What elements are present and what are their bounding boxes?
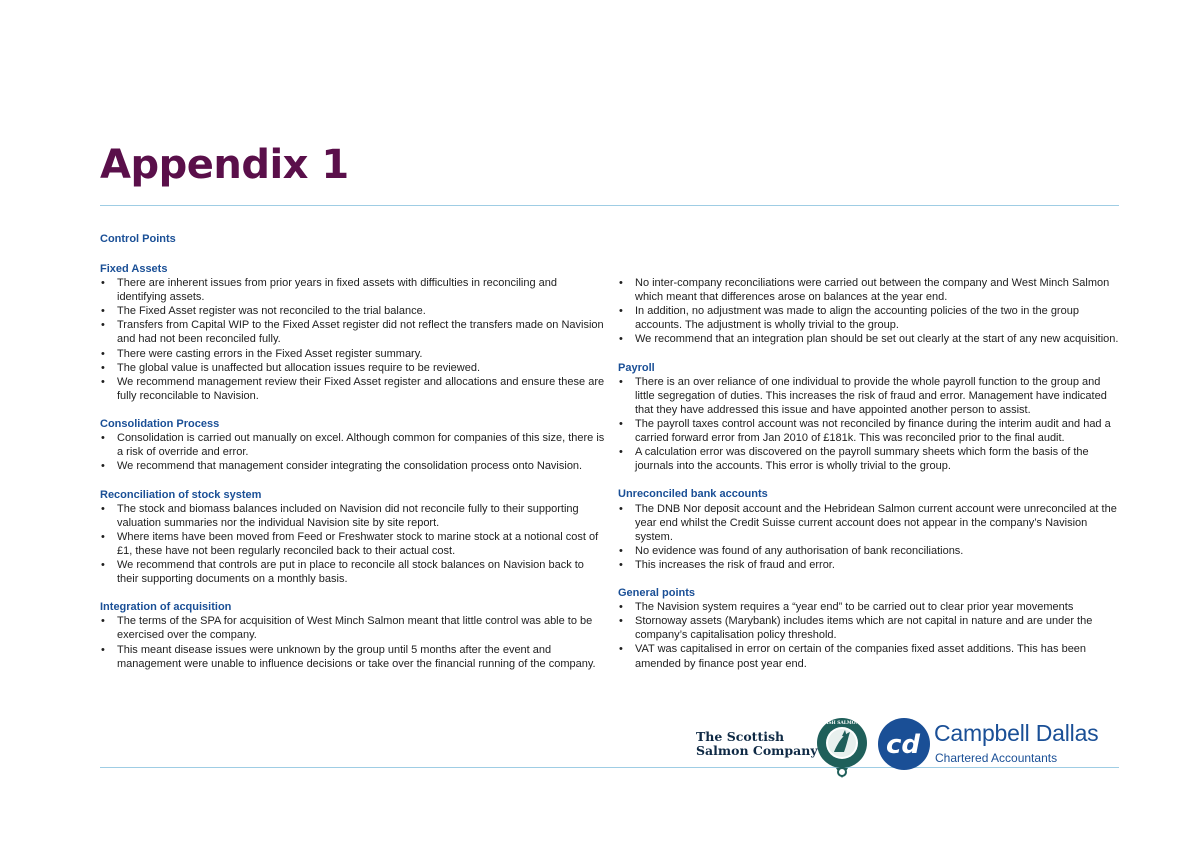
- list-item: • No evidence was found of any authorisation of bank reconciliations.: [618, 544, 1121, 558]
- section: [618, 276, 1121, 346]
- campbell-dallas-monogram-icon: [878, 718, 930, 770]
- section-heading: Payroll: [618, 361, 655, 374]
- list-item: • Stornoway assets (Marybank) includes items which are not capital in nature and are under the company’s capitalisation policy threshold.: [618, 614, 1121, 642]
- scottish-salmon-logo-text: [696, 730, 818, 758]
- list-item: • A calculation error was discovered on the payroll summary sheets which form the basis of the journals into the accounts. This error is wholly trivial to the group.: [618, 445, 1121, 473]
- list-item: • We recommend that an integration plan should be set out clearly at the start of any new acquisition.: [618, 332, 1121, 346]
- ssc-badge-text: THE SCOTTISH SALMON COMPANY: [797, 721, 887, 726]
- list-item: • There is an over reliance of one individual to provide the whole payroll function to the group and little segregation of duties. This increases the risk of fraud and error. Management have indicated that they have addressed this issue and have appointed another person to assist.: [618, 375, 1121, 417]
- section-heading: Consolidation Process: [100, 418, 220, 431]
- section-heading: Fixed Assets: [100, 263, 168, 275]
- salmon-company-badge-icon: [797, 716, 887, 780]
- section: [100, 262, 605, 403]
- bullet-list: [100, 431, 605, 473]
- section: [100, 600, 605, 670]
- ssc-line-2: Salmon Company: [696, 743, 818, 758]
- list-item: • Where items have been moved from Feed or Freshwater stock to marine stock at a notional cost of £1, these have not been regularly reconciled back to their actual cost.: [100, 530, 605, 558]
- list-item: • Consolidation is carried out manually on excel. Although common for companies of this size, there is a risk of override and error.: [100, 431, 605, 459]
- campbell-dallas-name: Campbell Dallas: [934, 720, 1099, 746]
- bullet-list: [618, 375, 1121, 474]
- bullet-list: [618, 600, 1121, 670]
- section-heading: Unreconciled bank accounts: [618, 488, 768, 501]
- section: [100, 488, 605, 587]
- section: [100, 417, 605, 473]
- list-item: • The stock and biomass balances included on Navision did not reconcile fully to their supporting valuation summaries nor the individual Navision site by site report.: [100, 502, 605, 530]
- bullet-list: [100, 276, 605, 403]
- bullet-list: [100, 614, 605, 670]
- list-item: • Transfers from Capital WIP to the Fixed Asset register did not reflect the transfers made on Navision and had not been reconciled fully.: [100, 318, 605, 346]
- section-heading: General points: [618, 587, 696, 600]
- section: [618, 586, 1121, 671]
- list-item: • The terms of the SPA for acquisition of West Minch Salmon meant that little control was able to be exercised over the company.: [100, 614, 605, 642]
- list-item: • The DNB Nor deposit account and the Hebridean Salmon current account were unreconciled at the year end whilst the Credit Suisse current account does not appear in the company’s Navision system.: [618, 502, 1121, 544]
- list-item: • The payroll taxes control account was not reconciled by finance during the interim audit and had a carried forward error from Jan 2010 of £181k. This was reconciled prior to the final audit.: [618, 417, 1121, 445]
- ssc-line-1: The Scottish: [696, 729, 785, 744]
- bullet-list: [100, 502, 605, 587]
- bullet-list: [618, 276, 1121, 346]
- section-heading: Reconciliation of stock system: [100, 488, 262, 501]
- campbell-dallas-subtitle: Chartered Accountants: [935, 751, 1058, 765]
- list-item: • This increases the risk of fraud and error.: [618, 558, 1121, 572]
- list-item: • No inter-company reconciliations were carried out between the company and West Minch Salmon which meant that differences arose on balances at the year end.: [618, 276, 1121, 304]
- section-heading: Integration of acquisition: [100, 601, 232, 614]
- list-item: • VAT was capitalised in error on certain of the companies fixed asset additions. This has been amended by finance post year end.: [618, 642, 1121, 670]
- page-title: Appendix 1: [100, 142, 349, 188]
- section: [618, 487, 1121, 572]
- bullet-list: [618, 502, 1121, 572]
- cd-monogram-text: cd: [885, 730, 921, 760]
- list-item: • We recommend that controls are put in place to reconcile all stock balances on Navision back to their supporting documents on a monthly basis.: [100, 558, 605, 586]
- list-item: • There are inherent issues from prior years in fixed assets with difficulties in reconciling and identifying assets.: [100, 276, 605, 304]
- right-column: [618, 276, 1121, 685]
- list-item: • The Navision system requires a “year end” to be carried out to clear prior year movements: [618, 600, 1121, 614]
- list-item: • The global value is unaffected but allocation issues require to be reviewed.: [100, 361, 605, 375]
- list-item: • The Fixed Asset register was not reconciled to the trial balance.: [100, 304, 605, 318]
- list-item: • We recommend management review their Fixed Asset register and allocations and ensure these are fully reconcilable to Navision.: [100, 375, 605, 403]
- list-item: • There were casting errors in the Fixed Asset register summary.: [100, 347, 605, 361]
- top-divider: [100, 205, 1119, 206]
- list-item: • In addition, no adjustment was made to align the accounting policies of the two in the group accounts. The adjustment is wholly trivial to the group.: [618, 304, 1121, 332]
- list-item: • We recommend that management consider integrating the consolidation process onto Navision.: [100, 459, 605, 473]
- section: [618, 361, 1121, 474]
- control-points-heading: Control Points: [100, 233, 176, 245]
- left-column: [100, 262, 605, 685]
- list-item: • This meant disease issues were unknown by the group until 5 months after the event and management were unable to influence decisions or take over the financial running of the company.: [100, 643, 605, 671]
- footer-logos: [696, 716, 1120, 780]
